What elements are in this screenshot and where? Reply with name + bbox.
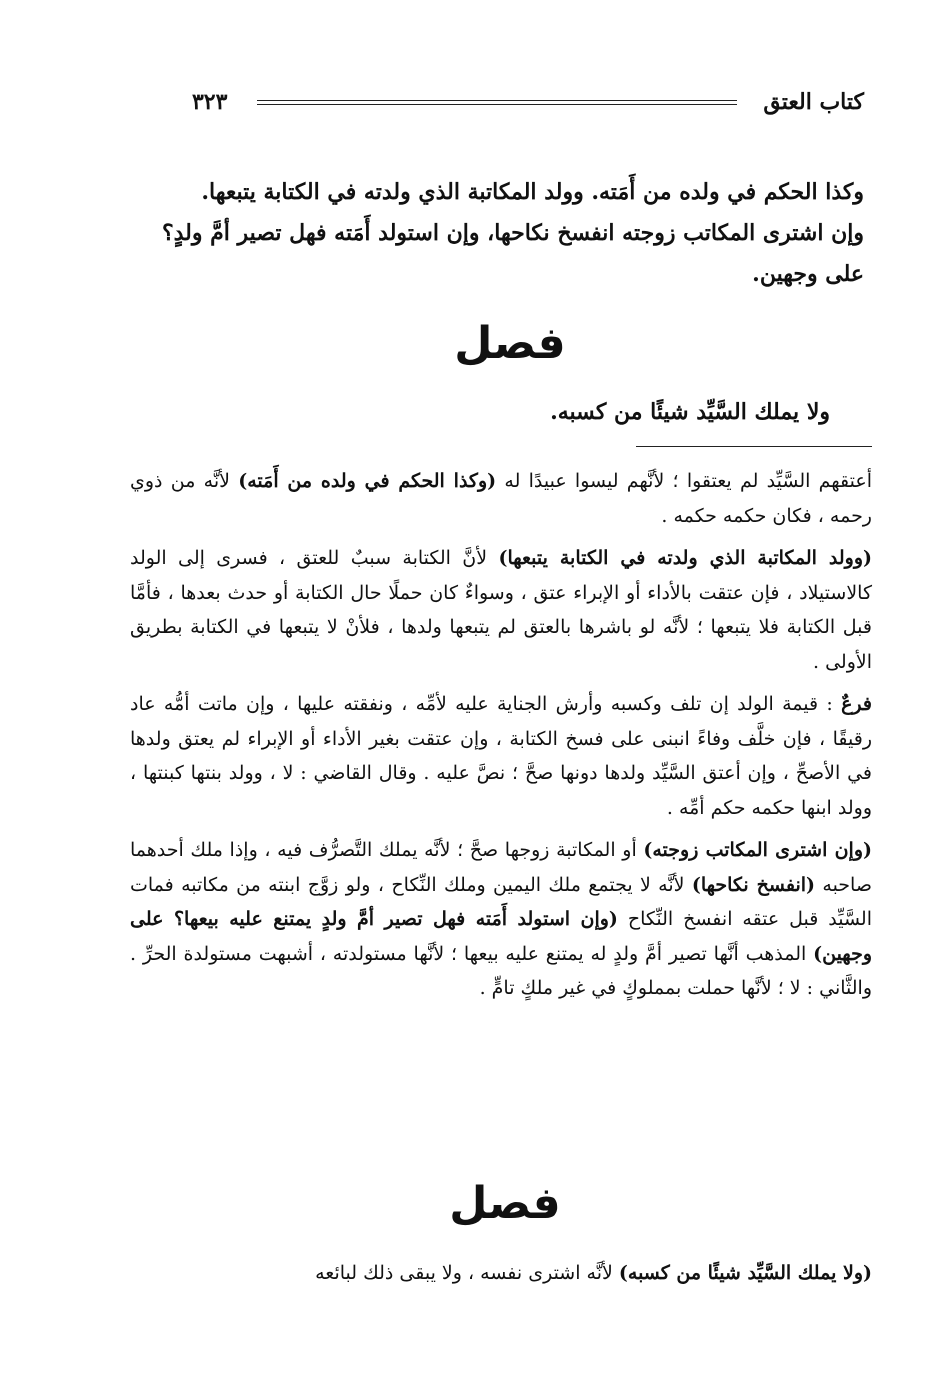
matn-line: على وجهين. <box>752 261 864 287</box>
commentary-paragraph: (ولا يملك السَّيِّد شيئًا من كسبه) لأنَّه اشترى نفسه ، ولا يبقى ذلك لبائعه <box>315 1262 872 1284</box>
page-number: ٣٢٣ <box>191 89 228 115</box>
commentary-paragraph: أعتقهم السَّيِّد لم يعتقوا ؛ لأنَّهم ليسوا عبيدًا له (وكذا الحكم في ولده من أَمَته) لأنَّه من ذوي رحمه ، فكان حكمه حكمه . <box>130 470 873 527</box>
running-header <box>140 84 864 120</box>
quoted-matn: (وإن استولد أَمَته فهل تصير أمَّ ولدٍ يمتنع عليه بيعها؟ على وجهين) <box>130 908 872 965</box>
quoted-matn: (انفسخ نكاحها) <box>691 873 816 896</box>
section-heading-fasl: فصل <box>449 1178 561 1229</box>
quoted-matn: (وولد المكاتبة الذي ولدته في الكتابة يتبعها) <box>498 547 873 569</box>
commentary-paragraph: (وولد المكاتبة الذي ولدته في الكتابة يتبعها) لأنَّ الكتابة سببٌ للعتق ، فسرى إلى الولد كالاستيلاد ، فإن عتقت بالأداء أو الإبراء عتق ، وسواءٌ كان حملًا حال الكتابة أو حدث بعدها ، فأمَّا قبل الكتابة فلا يتبعها ؛ لأنَّه لو باشرها بالعتق لم يتبعها ولدها ، فلأنْ لا يتبعها في الكتابة بطريق الأولى . <box>130 547 873 673</box>
quoted-matn: (وإن اشترى المكاتب زوجته) <box>643 839 872 861</box>
commentary-block <box>130 464 872 1014</box>
header-rule <box>257 100 737 105</box>
commentary-paragraph: (وإن اشترى المكاتب زوجته) أو المكاتبة زوجها صحَّ ؛ لأنَّه يملك التَّصرُّف فيه ، وإذا ملك أحدهما صاحبه (انفسخ نكاحها) لأنَّه لا يجتمع ملك اليمين وملك النِّكاح ، ولو زوَّج ابنته من مكاتبه فمات السَّيِّد قبل عتقه انفسخ النِّكاح (وإن استولد أَمَته فهل تصير أمَّ ولدٍ يمتنع عليه بيعها؟ على وجهين) المذهب أنَّها تصير أمَّ ولدٍ له يمتنع عليه بيعها ؛ لأنَّها مستولدته ، أشبهت مستولدة الحرِّ . والثَّاني : لا ؛ لأنَّها حملت بمملوكٍ في غير ملكٍ تامٍّ . <box>130 839 872 999</box>
book-section-title: كتاب العتق <box>763 89 864 115</box>
quoted-matn: (ولا يملك السَّيِّد شيئًا من كسبه) <box>618 1262 872 1284</box>
commentary-separator <box>636 446 872 447</box>
section-heading-fasl: فصل <box>454 318 566 369</box>
commentary-paragraph: فرعٌ : قيمة الولد إن تلف وكسبه وأرش الجناية عليه لأمِّه ، ونفقته عليها ، وإن ماتت أمُّه عاد رقيقًا ، فإن خلَّف وفاءً انبنى على فسخ الكتابة ، وإن عتقت بغير الأداء أو الإبراء لم يعتق ولدها في الأصحِّ ، وإن أعتق السَّيِّد ولدها دونها صحَّ ؛ نصَّ عليه . وقال القاضي : لا ، وولد بنتها كبنتها ، وولد ابنها حكمه حكم أمِّه . <box>130 693 872 819</box>
matn-line: وكذا الحكم في ولده من أَمَته. وولد المكاتبة الذي ولدته في الكتابة يتبعها. <box>201 179 864 205</box>
matn-line: وإن اشترى المكاتب زوجته انفسخ نكاحها، وإن استولد أَمَته فهل تصير أمَّ ولدٍ؟ <box>161 220 864 246</box>
matn-text-fasl: ولا يملك السَّيِّد شيئًا من كسبه. <box>550 399 830 425</box>
quoted-matn: (وكذا الحكم في ولده من أَمَته) <box>238 470 497 492</box>
far-label: فرعٌ <box>841 693 872 715</box>
matn-text-block <box>128 172 864 295</box>
